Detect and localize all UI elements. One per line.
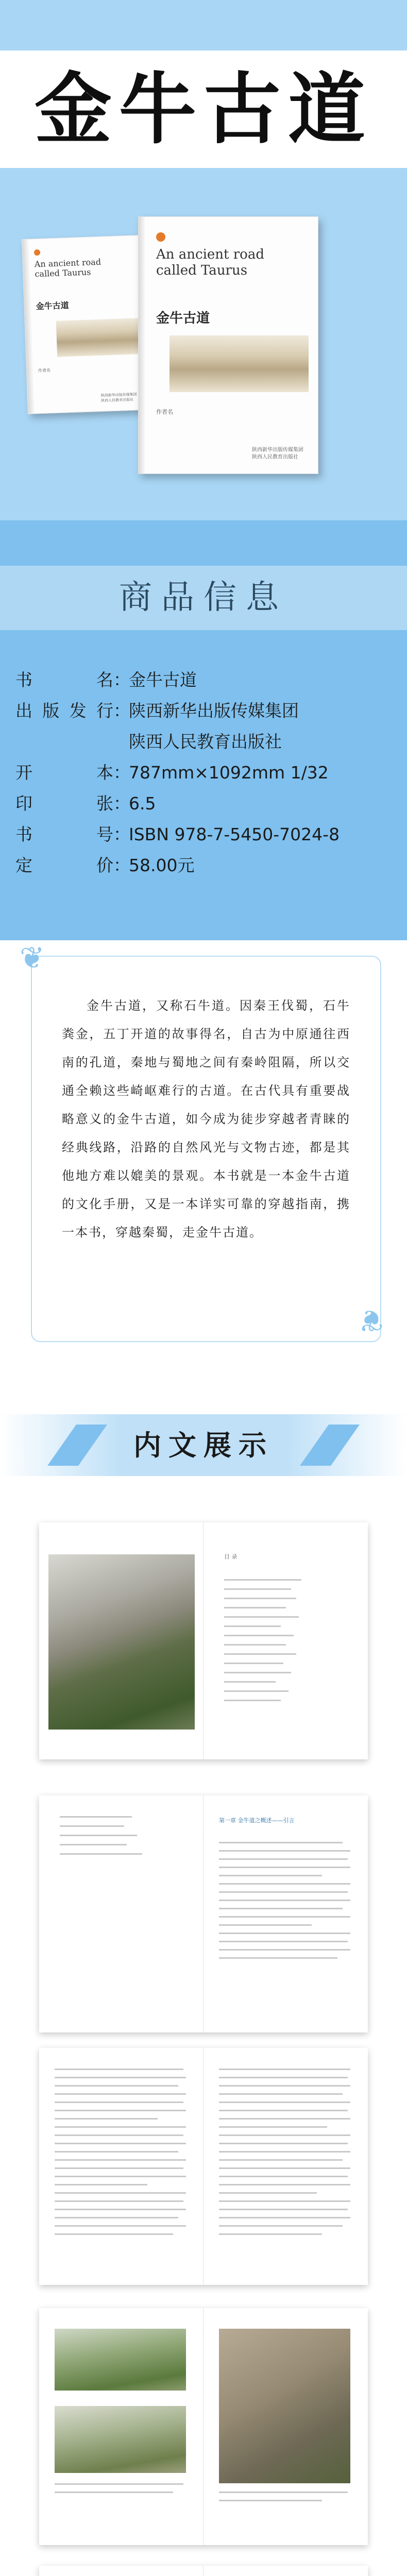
flourish-top-left-icon: ❦ bbox=[20, 940, 45, 975]
book-english-title-line: An ancient road bbox=[34, 257, 101, 269]
text-line bbox=[219, 2233, 322, 2235]
product-info-label-char: 行 bbox=[96, 701, 113, 721]
product-info-section bbox=[0, 520, 407, 940]
flourish-bottom-right-icon: ❦ bbox=[359, 1303, 384, 1338]
book-english-title-line: called Taurus bbox=[156, 262, 248, 278]
chapter-heading: 第一章 金牛道之概述——引言 bbox=[219, 1817, 295, 1824]
book-publisher bbox=[101, 393, 138, 404]
book-publisher bbox=[252, 447, 303, 461]
product-info-colon: ： bbox=[113, 701, 130, 721]
product-info-label-char: 版 bbox=[42, 701, 60, 721]
product-info-colon: ： bbox=[113, 824, 130, 844]
publisher-logo-icon bbox=[34, 249, 40, 256]
spread-right-page bbox=[204, 1522, 368, 1759]
text-line bbox=[219, 2093, 343, 2095]
product-info-label-char: 价 bbox=[96, 855, 113, 875]
product-info-value: 58.00元 bbox=[129, 855, 195, 875]
toc-line bbox=[224, 1579, 301, 1581]
text-line bbox=[55, 2126, 186, 2128]
toc-line bbox=[224, 1690, 289, 1692]
book-publisher-line: 陕西新华出版传媒集团 bbox=[252, 447, 303, 453]
text-line bbox=[219, 2126, 327, 2128]
text-line bbox=[219, 1949, 350, 1951]
product-info-colon: ： bbox=[113, 670, 130, 690]
text-line bbox=[55, 2143, 186, 2144]
product-info-label bbox=[15, 757, 113, 788]
text-line bbox=[55, 2233, 173, 2235]
product-info-label-char: 定 bbox=[15, 855, 32, 875]
toc-line bbox=[60, 1853, 142, 1855]
book-spine bbox=[139, 217, 146, 473]
book-publisher-line: 陕西人民教育出版社 bbox=[101, 397, 134, 403]
product-info-value: ISBN 978-7-5450-7024-8 bbox=[129, 824, 340, 844]
toc-line bbox=[60, 1835, 137, 1836]
text-line bbox=[219, 1908, 343, 1909]
book-author: 作者名 bbox=[156, 409, 173, 415]
spread-left-page bbox=[39, 2308, 204, 2545]
toc-line bbox=[224, 1635, 294, 1636]
text-line bbox=[219, 1875, 322, 1876]
text-line bbox=[219, 1858, 348, 1860]
text-line bbox=[219, 1891, 348, 1893]
text-line bbox=[219, 2118, 350, 2120]
text-line bbox=[219, 2176, 348, 2177]
book-author: 作者名 bbox=[38, 368, 51, 374]
text-line bbox=[55, 2102, 183, 2103]
text-line bbox=[55, 2159, 186, 2161]
text-line bbox=[219, 2492, 348, 2493]
product-info-label-char: 发 bbox=[69, 701, 87, 721]
product-info-row bbox=[15, 696, 397, 726]
product-info-colon: ： bbox=[113, 762, 130, 783]
stone-path-photo bbox=[219, 2329, 350, 2483]
product-info-colon: ： bbox=[113, 793, 130, 814]
inner-pages-heading: 内文展示 bbox=[133, 1429, 274, 1462]
text-line bbox=[219, 1850, 350, 1852]
hero-title: 金牛古道 bbox=[34, 64, 372, 155]
product-info-label-char: 张 bbox=[96, 793, 113, 814]
toc-line bbox=[224, 1598, 296, 1599]
book-cover-front bbox=[138, 216, 318, 474]
product-info-label-char: 出 bbox=[15, 701, 32, 721]
product-info-value: 金牛古道 bbox=[129, 670, 197, 690]
landscape-photo bbox=[55, 2329, 186, 2391]
text-line bbox=[219, 1883, 350, 1885]
product-info-list bbox=[15, 665, 397, 881]
spread-left-page bbox=[39, 1795, 204, 2032]
text-line bbox=[219, 2110, 348, 2111]
toc-line bbox=[224, 1672, 291, 1673]
toc-line bbox=[224, 1653, 296, 1655]
book-english-title-line: called Taurus bbox=[35, 267, 91, 279]
text-line bbox=[55, 2110, 186, 2111]
text-line bbox=[219, 2077, 348, 2078]
product-info-value: 陕西新华出版传媒集团 bbox=[129, 701, 299, 721]
book-spread-4 bbox=[39, 2308, 368, 2545]
toc-line bbox=[224, 1644, 286, 1646]
text-line bbox=[219, 1941, 348, 1942]
product-info-value: 787mm×1092mm 1/32 bbox=[129, 762, 329, 783]
intro-section bbox=[0, 940, 407, 1414]
text-line bbox=[219, 2134, 350, 2136]
text-line bbox=[219, 2192, 317, 2194]
product-info-label bbox=[15, 665, 113, 696]
product-info-row bbox=[15, 850, 397, 881]
book-english-title-line: An ancient road bbox=[156, 247, 264, 262]
product-info-value: 陕西人民教育出版社 bbox=[129, 732, 282, 752]
book-publisher-line: 陕西新华出版传媒集团 bbox=[100, 392, 137, 398]
toc-line bbox=[224, 1700, 281, 1701]
text-line bbox=[219, 2209, 348, 2210]
spread-right-page bbox=[204, 2566, 368, 2576]
spread-left-page bbox=[39, 1522, 204, 1759]
text-line bbox=[55, 2209, 186, 2210]
text-line bbox=[219, 2151, 350, 2153]
product-info-label-char: 号 bbox=[96, 824, 113, 844]
text-line bbox=[219, 2159, 343, 2161]
product-info-label bbox=[15, 696, 113, 726]
spread-right-page bbox=[204, 1795, 368, 2032]
text-line bbox=[219, 1842, 343, 1843]
spread-right-page bbox=[204, 2048, 368, 2285]
text-line bbox=[219, 1957, 337, 1959]
product-info-colon: ： bbox=[113, 855, 130, 875]
text-line bbox=[219, 1924, 312, 1926]
product-info-row bbox=[15, 757, 397, 788]
text-line bbox=[219, 2085, 350, 2087]
book-chinese-title: 金牛古道 bbox=[156, 311, 210, 326]
toc-heading: 目 录 bbox=[224, 1553, 238, 1560]
toc-line bbox=[224, 1588, 291, 1590]
product-info-colon bbox=[113, 726, 129, 757]
text-line bbox=[55, 2167, 183, 2169]
book-spread-1 bbox=[39, 1522, 368, 1759]
text-line bbox=[219, 2143, 348, 2144]
book-spine bbox=[22, 240, 36, 414]
text-line bbox=[219, 2200, 350, 2202]
product-info-value: 6.5 bbox=[129, 793, 156, 814]
text-line bbox=[219, 1900, 350, 1901]
text-line bbox=[55, 2134, 183, 2136]
toc-line bbox=[224, 1681, 276, 1683]
product-info-label-char: 本 bbox=[96, 762, 113, 783]
product-info-label-char: 书 bbox=[15, 824, 32, 844]
book-publisher-line: 陕西人民教育出版社 bbox=[252, 454, 298, 460]
book-spread-2 bbox=[39, 1795, 368, 2032]
text-line bbox=[219, 2167, 350, 2169]
product-info-label-char: 名 bbox=[96, 670, 113, 690]
text-line bbox=[55, 2483, 183, 2485]
text-line bbox=[55, 2118, 158, 2120]
text-line bbox=[219, 1933, 350, 1934]
inner-pages-heading-section bbox=[0, 1414, 407, 1476]
publisher-logo-icon bbox=[156, 232, 165, 242]
text-line bbox=[55, 2200, 183, 2202]
product-info-label bbox=[15, 788, 113, 819]
toc-line bbox=[224, 1625, 281, 1627]
toc-line bbox=[224, 1663, 283, 1664]
text-line bbox=[55, 2192, 186, 2194]
cliff-photo bbox=[48, 1554, 195, 1730]
text-line bbox=[55, 2151, 178, 2153]
text-line bbox=[219, 2102, 350, 2103]
product-info-row bbox=[15, 788, 397, 819]
text-line bbox=[219, 2225, 343, 2227]
spread-right-page bbox=[204, 2308, 368, 2545]
text-line bbox=[219, 1867, 350, 1868]
toc-line bbox=[60, 1844, 127, 1845]
product-info-row bbox=[15, 726, 397, 757]
spread-left-page bbox=[39, 2566, 204, 2576]
book-cover-artwork bbox=[169, 335, 309, 392]
text-line bbox=[55, 2225, 186, 2227]
text-line bbox=[55, 2085, 178, 2087]
book-cover-back bbox=[22, 235, 146, 414]
product-info-label-char: 书 bbox=[15, 670, 32, 690]
text-line bbox=[55, 2184, 147, 2185]
product-info-label bbox=[15, 819, 113, 850]
toc-line bbox=[224, 1607, 286, 1608]
text-line bbox=[55, 2069, 183, 2070]
text-line bbox=[219, 2217, 350, 2218]
book-english-title bbox=[35, 258, 101, 279]
product-info-label bbox=[15, 850, 113, 881]
toc-line bbox=[224, 1616, 299, 1618]
text-line bbox=[219, 2184, 350, 2185]
toc-line bbox=[60, 1816, 132, 1818]
spread-left-page bbox=[39, 2048, 204, 2285]
book-chinese-title: 金牛古道 bbox=[36, 300, 70, 312]
product-info-label-char: 印 bbox=[15, 793, 32, 814]
text-line bbox=[219, 1916, 350, 1918]
hero-section bbox=[0, 0, 407, 520]
product-info-heading: 商品信息 bbox=[119, 579, 288, 617]
book-spread-5 bbox=[39, 2566, 368, 2576]
product-info-row bbox=[15, 665, 397, 696]
book-cover-artwork bbox=[56, 318, 140, 357]
text-line bbox=[219, 2500, 322, 2501]
product-info-row bbox=[15, 819, 397, 850]
book-spread-3 bbox=[39, 2048, 368, 2285]
text-line bbox=[55, 2492, 173, 2493]
book-english-title bbox=[156, 247, 264, 278]
product-info-label-char: 开 bbox=[15, 762, 32, 783]
text-line bbox=[219, 2069, 350, 2070]
text-line bbox=[55, 2093, 186, 2095]
text-line bbox=[55, 2217, 178, 2218]
text-line bbox=[55, 2176, 186, 2177]
text-line bbox=[55, 2077, 186, 2078]
intro-paragraph: 金牛古道，又称石牛道。因秦王伐蜀，石牛粪金，五丁开道的故事得名，自古为中原通往西南的孔道，秦地与蜀地之间有秦岭阻隔，所以交通全赖这些崎岖难行的古道。在古代具有重要战略意义的金牛古道，如今成为徒步穿越者青睐的经典线路，沿路的自然风光与文物古迹，都是其他地方难以媲美的景观。本书就是一本金牛古道的文化手册，又是一本详实可靠的穿越指南，携一本书，穿越秦蜀，走金牛古道。 bbox=[62, 998, 350, 1240]
landscape-photo bbox=[55, 2406, 186, 2473]
toc-line bbox=[60, 1825, 124, 1827]
